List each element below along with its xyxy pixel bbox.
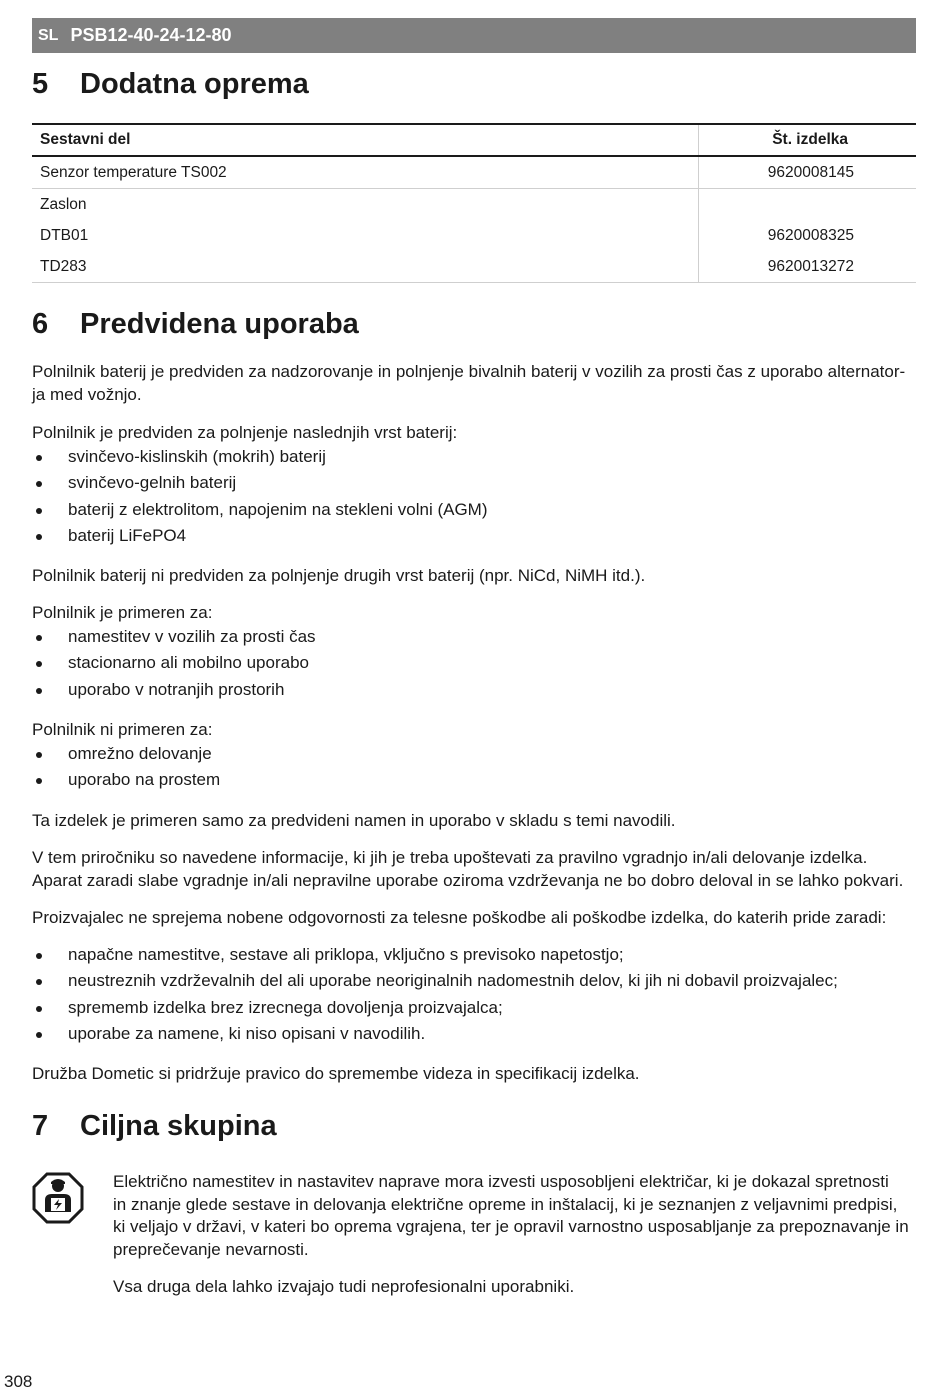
accessories-table	[32, 123, 916, 283]
cell-component: TD283	[32, 251, 699, 283]
paragraph-line: in znanje glede sestave in delovanja električne opreme in inštalacij, ki je seznanjen z veljavnimi predpisi,	[113, 1194, 898, 1214]
language-code: SL	[38, 26, 59, 44]
paragraph-rights: Družba Dometic si pridržuje pravico do spremembe videza in specifikacij izdelka.	[32, 1064, 640, 1083]
paragraph-line: ki veljajo v državi, v kateri bo oprema vgrajena, ter je opravil varnostno usposabljanje za prepoznavanje in	[113, 1217, 909, 1237]
target-group-paragraph	[113, 1171, 913, 1262]
page-number: 308	[4, 1372, 33, 1391]
paragraph-line: Polnilnik baterij je predviden za nadzorovanje in polnjenje bivalnih baterij v vozilih za prosti čas z uporabo alternator-	[32, 362, 906, 381]
section-6-number: 6	[32, 308, 49, 340]
list-item: uporabo na prostem	[32, 767, 916, 793]
model-number: PSB12-40-24-12-80	[70, 25, 232, 45]
section-5-number: 5	[32, 68, 49, 100]
section-7-heading	[32, 1112, 277, 1141]
not-suitable-list	[32, 741, 916, 794]
cell-number: 9620013272	[699, 251, 917, 283]
list-item: namestitev v vozilih za prosti čas	[32, 624, 916, 650]
list-item: neustreznih vzdrževalnih del ali uporabe neoriginalnih nadomestnih delov, ki jih ni dobavil proizvajalec;	[32, 968, 916, 994]
suitable-list	[32, 624, 916, 703]
table-row	[32, 251, 916, 283]
paragraph-manual-info	[32, 846, 916, 892]
not-suitable-block	[32, 718, 916, 794]
cell-number: 9620008145	[699, 156, 917, 189]
paragraph-line: ja med vožnjo.	[32, 385, 142, 404]
paragraph-intended-use	[32, 360, 916, 406]
cell-component: DTB01	[40, 226, 89, 244]
suitable-block	[32, 601, 916, 703]
cell-component: Senzor temperature TS002	[32, 156, 699, 189]
electrician-icon	[32, 1172, 84, 1224]
battery-types-block	[32, 421, 916, 549]
paragraph-line: Aparat zaradi slabe vgradnje in/ali nepravilne uporabe oziroma vzdrževanja ne bo dobro deloval in se lahko pokvari.	[32, 871, 904, 890]
not-suitable-intro: Polnilnik ni primeren za:	[32, 720, 213, 739]
col-header-number: Št. izdelka	[699, 124, 917, 156]
list-item: stacionarno ali mobilno uporabo	[32, 650, 916, 676]
liability-list	[32, 942, 916, 1047]
list-item: svinčevo-kislinskih (mokrih) baterij	[32, 444, 916, 470]
suitable-intro: Polnilnik je primeren za:	[32, 603, 213, 622]
list-item: napačne namestitve, sestave ali priklopa, vključno s previsoko napetostjo;	[32, 942, 916, 968]
list-item: uporabe za namene, ki niso opisani v navodilih.	[32, 1021, 916, 1047]
paragraph-line: V tem priročniku so navedene informacije, ki jih je treba upoštevati za pravilno vgradnjo in/ali delovanje izdelka.	[32, 848, 868, 867]
paragraph-line: preprečevanje nevarnosti.	[113, 1240, 309, 1260]
col-header-component: Sestavni del	[32, 124, 699, 156]
table-row	[32, 189, 916, 221]
page-header	[32, 18, 916, 53]
section-5-title: Dodatna oprema	[80, 68, 309, 100]
table-row	[32, 220, 916, 251]
section-5-heading	[32, 70, 309, 99]
list-item: svinčevo-gelnih baterij	[32, 470, 916, 496]
list-item: omrežno delovanje	[32, 741, 916, 767]
cell-component: Zaslon	[40, 195, 87, 213]
paragraph-line: Električno namestitev in nastavitev naprave mora izvesti usposobljeni električar, ki je dokazal spretnosti	[113, 1172, 889, 1191]
list-item: uporabo v notranjih prostorih	[32, 677, 916, 703]
paragraph-liability: Proizvajalec ne sprejema nobene odgovornosti za telesne poškodbe ali poškodbe izdelka, do katerih pride zaradi:	[32, 908, 887, 927]
cell-number	[699, 189, 917, 221]
liability-block	[32, 942, 916, 1047]
list-item: baterij LiFePO4	[32, 523, 916, 549]
paragraph-purpose: Ta izdelek je primeren samo za predvideni namen in uporabo v skladu s temi navodili.	[32, 811, 676, 830]
battery-types-intro: Polnilnik je predviden za polnjenje naslednjih vrst baterij:	[32, 423, 458, 442]
section-7-title: Ciljna skupina	[80, 1110, 277, 1142]
cell-number: 9620008325	[699, 220, 917, 251]
section-7-number: 7	[32, 1110, 49, 1142]
section-6-heading	[32, 310, 359, 339]
list-item: baterij z elektrolitom, napojenim na stekleni volni (AGM)	[32, 497, 916, 523]
target-group-note: Vsa druga dela lahko izvajajo tudi neprofesionalni uporabniki.	[113, 1277, 575, 1296]
list-item: sprememb izdelka brez izrecnega dovoljenja proizvajalca;	[32, 995, 916, 1021]
paragraph-not-intended: Polnilnik baterij ni predviden za polnjenje drugih vrst baterij (npr. NiCd, NiMH itd.).	[32, 566, 646, 585]
section-6-title: Predvidena uporaba	[80, 308, 359, 340]
table-row	[32, 156, 916, 189]
battery-types-list	[32, 444, 916, 549]
